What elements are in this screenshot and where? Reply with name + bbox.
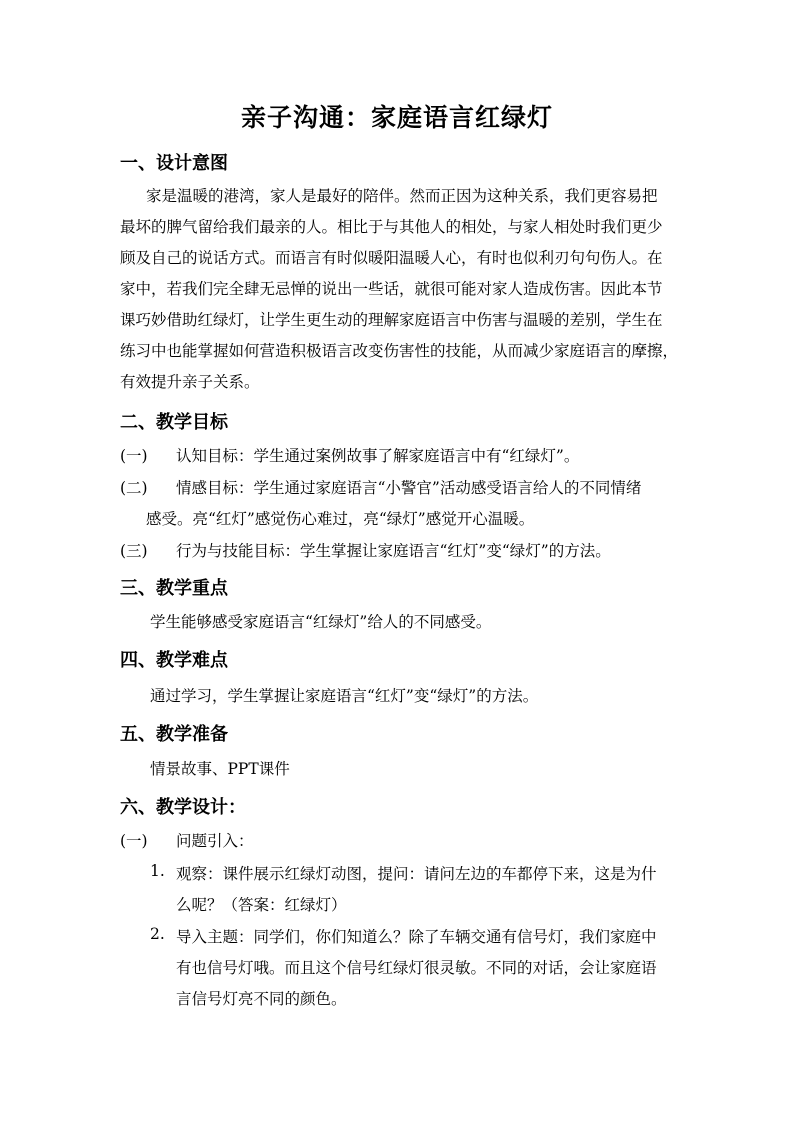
paragraph-line: 顾及自己的说话方式。而语言有时似暖阳温暖人心，有时也似利刃句句伤人。在 xyxy=(120,249,663,267)
paragraph-line: 练习中也能掌握如何营造积极语言改变伤害性的技能，从而减少家庭语言的摩擦， xyxy=(120,342,679,360)
list-item-text: 行为与技能目标：学生掌握让家庭语言“红灯”变“绿灯”的方法。 xyxy=(176,542,611,560)
section-heading-difficulties: 四、教学难点 xyxy=(120,650,228,671)
paragraph-line: 家中，若我们完全肆无忌惮的说出一些话，就很可能对家人造成伤害。因此本节 xyxy=(120,280,663,298)
paragraph-line: 学生能够感受家庭语言“红绿灯”给人的不同感受。 xyxy=(150,613,492,631)
paragraph-line: 课巧妙借助红绿灯，让学生更生动的理解家庭语言中伤害与温暖的差别，学生在 xyxy=(120,311,663,329)
paragraph-line: 家是温暖的港湾，家人是最好的陪伴。然而正因为这种关系，我们更容易把 xyxy=(146,187,658,205)
document-title: 亲子沟通：家庭语言红绿灯 xyxy=(240,103,553,132)
paragraph-line: 通过学习，学生掌握让家庭语言“红灯”变“绿灯”的方法。 xyxy=(150,687,539,705)
step-text: 观察：课件展示红绿灯动图，提问：请问左边的车都停下来，这是为什 xyxy=(176,865,657,883)
section-heading-preparation: 五、教学准备 xyxy=(120,724,228,745)
step-text: 言信号灯亮不同的颜色。 xyxy=(176,990,347,1008)
step-number: 1. xyxy=(150,862,165,880)
paragraph-line: 最坏的脾气留给我们最亲的人。相比于与其他人的相处，与家人相处时我们更少 xyxy=(120,218,663,236)
list-item-text: 认知目标：学生通过案例故事了解家庭语言中有“红绿灯”。 xyxy=(176,447,580,465)
subsection-title: 问题引入： xyxy=(176,832,254,850)
list-item-text: 感受。亮“红灯”感觉伤心难过，亮“绿灯”感觉开心温暖。 xyxy=(146,510,535,528)
step-text: 导入主题：同学们，你们知道么？除了车辆交通有信号灯，我们家庭中 xyxy=(176,928,657,946)
list-marker: (一) xyxy=(120,832,148,850)
paragraph-line: 有效提升亲子关系。 xyxy=(120,373,260,391)
step-text: 么呢？（答案：红绿灯） xyxy=(176,896,347,914)
paragraph-line: 情景故事、PPT课件 xyxy=(150,760,290,778)
list-marker: (一) xyxy=(120,447,148,465)
step-number: 2. xyxy=(150,925,165,943)
list-marker: (二) xyxy=(120,479,148,497)
section-heading-design-intent: 一、设计意图 xyxy=(120,153,228,174)
section-heading-key-points: 三、教学重点 xyxy=(120,578,228,599)
section-heading-teaching-goals: 二、教学目标 xyxy=(120,412,228,433)
list-marker: (三) xyxy=(120,542,148,560)
list-item-text: 情感目标：学生通过家庭语言“小警官”活动感受语言给人的不同情绪 xyxy=(176,479,642,497)
step-text: 有也信号灯哦。而且这个信号红绿灯很灵敏。不同的对话，会让家庭语 xyxy=(176,959,657,977)
section-heading-teaching-design: 六、教学设计： xyxy=(120,797,246,818)
